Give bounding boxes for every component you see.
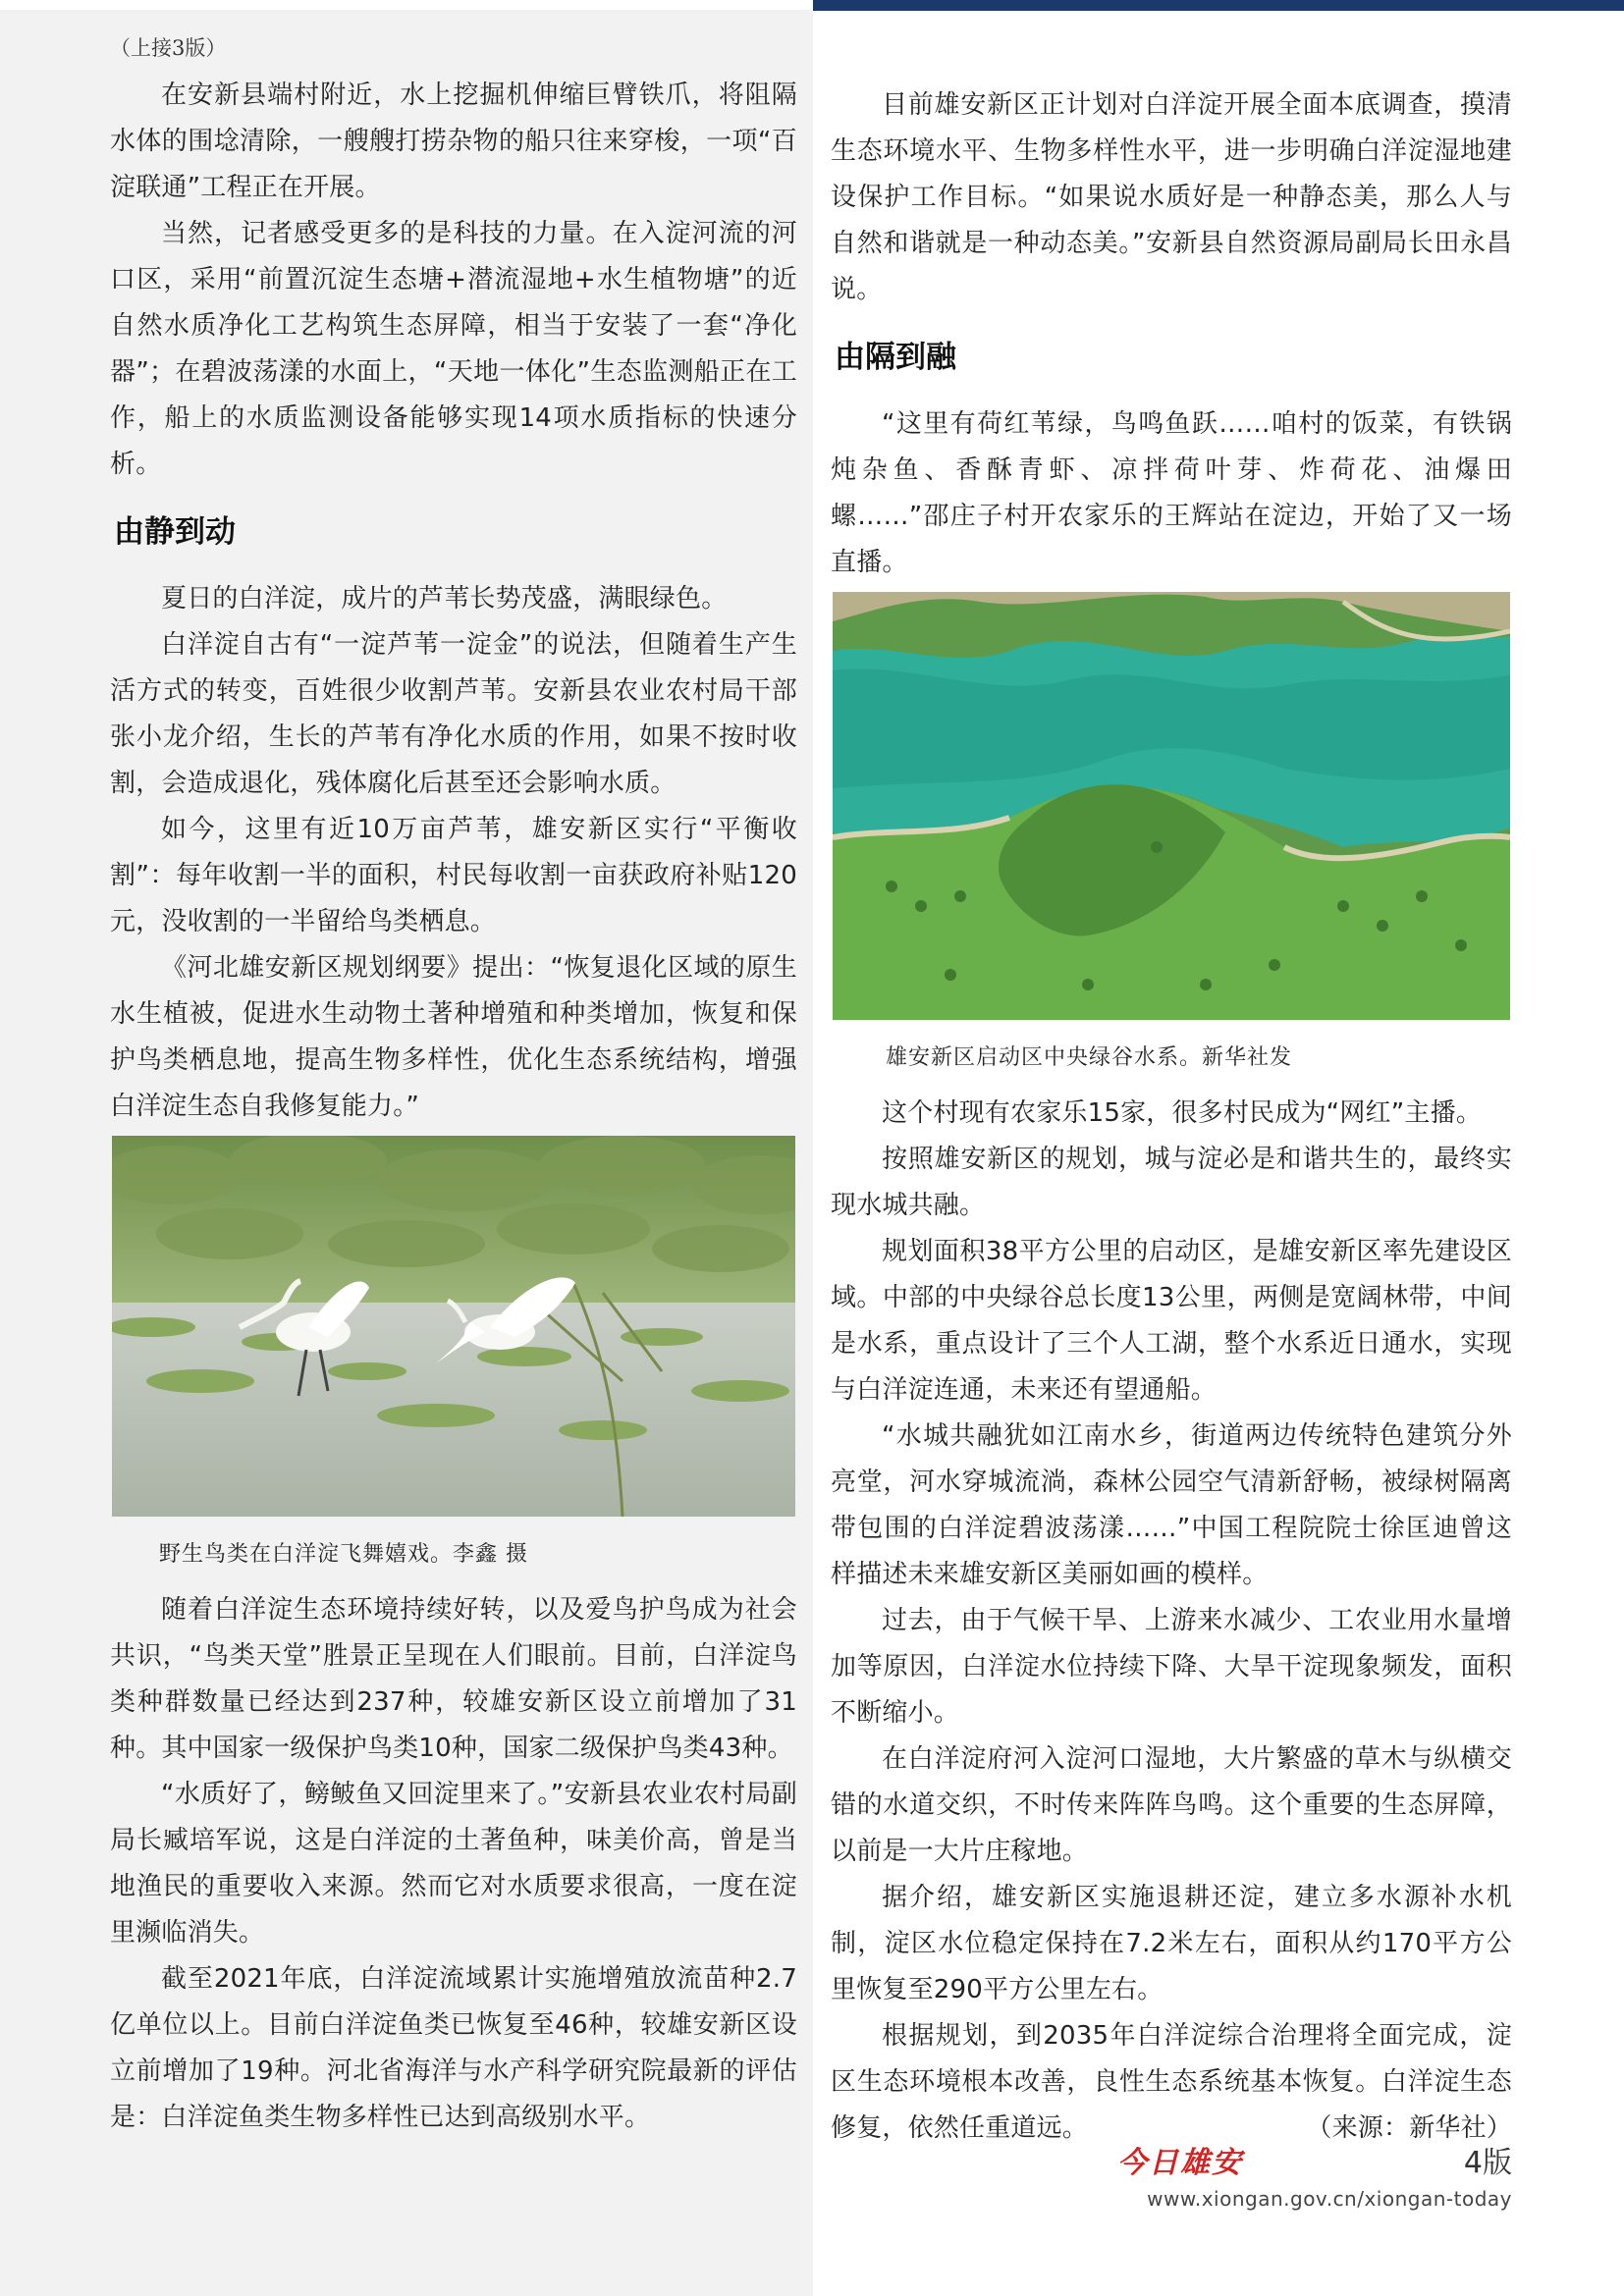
- paragraph: 过去，由于气候干旱、上游来水减少、工农业用水量增加等原因，白洋淀水位持续下降、大旱干淀现象频发，面积不断缩小。: [831, 1606, 1512, 1728]
- paragraph: “水质好了，鳑鲏鱼又回淀里来了。”安新县农业农村局副局长臧培军说，这是白洋淀的土著鱼种，味美价高，曾是当地渔民的重要收入来源。然而它对水质要求很高，一度在淀里濒临消失。: [110, 1780, 797, 1948]
- edition-number: 4版: [1463, 2146, 1512, 2180]
- photo-caption-valley: 雄安新区启动区中央绿谷水系。新华社发: [886, 1045, 1293, 1070]
- final-paragraph-text: 根据规划，到2035年白洋淀综合治理将全面完成，淀区生态环境根本改善，良性生态系统基本恢复。白洋淀生态修复，依然任重道远。: [831, 2021, 1512, 2143]
- paragraph: 在白洋淀府河入淀河口湿地，大片繁盛的草木与纵横交错的水道交织，不时传来阵阵鸟鸣。这个重要的生态屏障，以前是一大片庄稼地。: [831, 1744, 1512, 1866]
- masthead-logo: 今日雄安: [1117, 2146, 1243, 2180]
- continued-note: （上接3版）: [110, 36, 227, 60]
- paragraph: 白洋淀自古有“一淀芦苇一淀金”的说法，但随着生产生活方式的转变，百姓很少收割芦苇。安新县农业农村局干部张小龙介绍，生长的芦苇有净化水质的作用，如果不按时收割，会造成退化，残体腐化后甚至还会影响水质。: [110, 630, 797, 798]
- paragraph: 当然，记者感受更多的是科技的力量。在入淀河流的河口区，采用“前置沉淀生态塘+潜流湿地+水生植物塘”的近自然水质净化工艺构筑生态屏障，相当于安装了一套“净化器”；在碧波荡漾的水面上，“天地一体化”生态监测船正在工作，船上的水质监测设备能够实现14项水质指标的快速分析。: [110, 219, 797, 479]
- paragraph: 规划面积38平方公里的启动区，是雄安新区率先建设区域。中部的中央绿谷总长度13公里，两侧是宽阔林带，中间是水系，重点设计了三个人工湖，整个水系近日通水，实现与白洋淀连通，未来还有望通船。: [831, 1237, 1512, 1405]
- paragraph: 按照雄安新区的规划，城与淀必是和谐共生的，最终实现水城共融。: [831, 1145, 1512, 1220]
- section-heading-ge-dao-rong: 由隔到融: [835, 340, 956, 375]
- paragraph: 夏日的白洋淀，成片的芦苇长势茂盛，满眼绿色。: [161, 584, 728, 614]
- aerial-water-illustration: [833, 592, 1510, 1020]
- paragraph: 据介绍，雄安新区实施退耕还淀，建立多水源补水机制，淀区水位稳定保持在7.2米左右，面积从约170平方公里恢复至290平方公里左右。: [831, 1883, 1512, 2004]
- paragraph: 目前雄安新区正计划对白洋淀开展全面本底调查，摸清生态环境水平、生物多样性水平，进一步明确白洋淀湿地建设保护工作目标。“如果说水质好是一种静态美，那么人与自然和谐就是一种动态美。”安新县自然资源局副局长田永昌说。: [831, 90, 1512, 304]
- right-column: [831, 82, 1512, 2152]
- paragraph: 这个村现有农家乐15家，很多村民成为“网红”主播。: [882, 1098, 1483, 1128]
- photo-caption-egrets: 野生鸟类在白洋淀飞舞嬉戏。李鑫 摄: [159, 1542, 528, 1567]
- source-note: （来源：新华社）: [1306, 2113, 1512, 2143]
- paragraph: 随着白洋淀生态环境持续好转，以及爱鸟护鸟成为社会共识，“鸟类天堂”胜景正呈现在人们眼前。目前，白洋淀鸟类种群数量已经达到237种，较雄安新区设立前增加了31种。其中国家一级保护鸟类10种，国家二级保护鸟类43种。: [110, 1595, 797, 1763]
- final-paragraph: [831, 2013, 1512, 2152]
- paragraph: 在安新县端村附近，水上挖掘机伸缩巨臂铁爪，将阻隔水体的围埝清除，一艘艘打捞杂物的船只往来穿梭，一项“百淀联通”工程正在开展。: [110, 80, 797, 202]
- egrets-photo: [112, 1136, 795, 1517]
- section-heading-jing-dao-dong: 由静到动: [114, 514, 236, 550]
- top-bar-accent: [813, 0, 1624, 11]
- paragraph: “这里有荷红苇绿，鸟鸣鱼跃……咱村的饭菜，有铁锅炖杂鱼、香酥青虾、凉拌荷叶芽、炸荷花、油爆田螺……”邵庄子村开农家乐的王辉站在淀边，开始了又一场直播。: [831, 409, 1512, 577]
- paragraph: “水城共融犹如江南水乡，街道两边传统特色建筑分外亮堂，河水穿城流淌，森林公园空气清新舒畅，被绿树隔离带包围的白洋淀碧波荡漾……”中国工程院院士徐匡迪曾这样描述未来雄安新区美丽如画的模样。: [831, 1421, 1512, 1589]
- left-column: [110, 33, 797, 2141]
- paragraph: 如今，这里有近10万亩芦苇，雄安新区实行“平衡收割”：每年收割一半的面积，村民每收割一亩获政府补贴120元，没收割的一半留给鸟类栖息。: [110, 815, 797, 936]
- site-url: www.xiongan.gov.cn/xiongan-today: [1147, 2187, 1512, 2211]
- green-valley-aerial-photo: [833, 592, 1510, 1020]
- paragraph: 截至2021年底，白洋淀流域累计实施增殖放流苗种2.7亿单位以上。目前白洋淀鱼类已恢复至46种，较雄安新区设立前增加了19种。河北省海洋与水产科学研究院最新的评估是：白洋淀鱼类生物多样性已达到高级别水平。: [110, 1964, 797, 2132]
- top-bar-left: [0, 0, 813, 10]
- paragraph: 《河北雄安新区规划纲要》提出：“恢复退化区域的原生水生植被，促进水生动物土著种增殖和种类增加，恢复和保护鸟类栖息地，提高生物多样性，优化生态系统结构，增强白洋淀生态自我修复能力。”: [110, 953, 797, 1121]
- egrets-illustration: [112, 1136, 795, 1517]
